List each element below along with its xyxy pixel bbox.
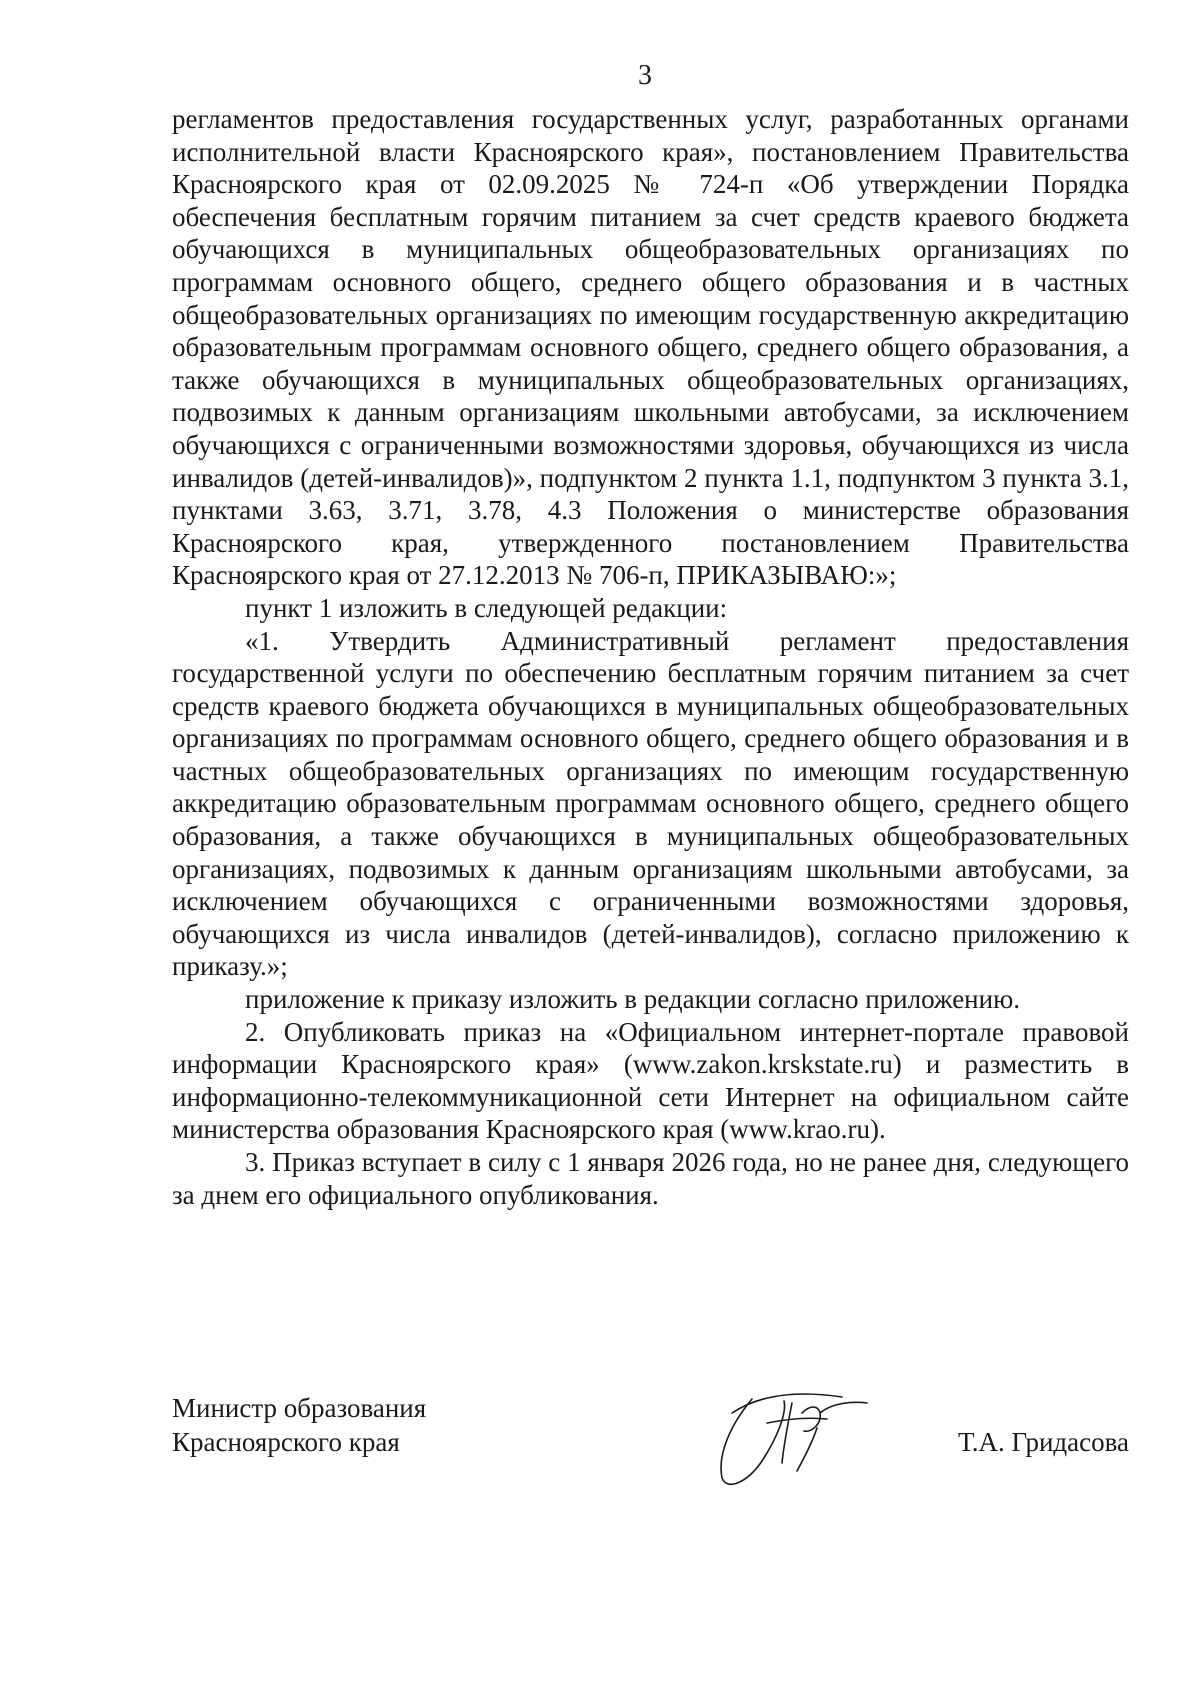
paragraph-item-2: 2. Опубликовать приказ на «Официальном интернет-портале правовой информации Красноярского края» (www.zakon.krskstate.ru) и разместить в информационно-телекоммуникационной сети Интернет на официальном сайте министерства образования Красноярского края (www.krao.ru). [172, 1016, 1129, 1145]
signer-position-line-1: Министр образования [172, 1393, 427, 1423]
paragraph-appendix-note: приложение к приказу изложить в редакции согласно приложению. [245, 984, 1020, 1015]
signer-position [172, 1391, 426, 1459]
paragraph-item-3: 3. Приказ вступает в силу с 1 января 2026 года, но не ранее дня, следующего за днем его официального опубликования. [172, 1147, 1129, 1210]
page-number: 3 [638, 60, 652, 91]
handwritten-signature-icon [692, 1383, 892, 1493]
signer-name: Т.А. Гридасова [958, 1427, 1129, 1457]
paragraph-item-1-text: «1. Утвердить Административный регламент предоставления государственной услуги по обеспечению бесплатным горячим питанием за счет средств краевого бюджета обучающихся в муниципальных общеобразовательных организациях по программам основного общего, среднего общего образования и в частных общеобразовательных организациях по имеющим государственную аккредитацию образовательным программам основного общего, среднего общего образования, а также обучающихся в муниципальных общеобразовательных организациях, подвозимых к данным организациям школьными автобусами, за исключением обучающихся с ограниченными возможностями здоровья, обучающихся из числа инвалидов (детей-инвалидов), согласно приложению к приказу.»; [172, 625, 1129, 982]
paragraph-continuation: регламентов предоставления государственных услуг, разработанных органами исполнительной власти Красноярского края», постановлением Правительства Красноярского края от 02.09.2025 № 724-п «Об утверждении Порядка обеспечения бесплатным горячим питанием за счет средств краевого бюджета обучающихся в муниципальных общеобразовательных организациях по программам основного общего, среднего общего образования и в частных общеобразовательных организациях по имеющим государственную аккредитацию образовательным программам основного общего, среднего общего образования, а также обучающихся в муниципальных общеобразовательных организациях, подвозимых к данным организациям школьными автобусами, за исключением обучающихся с ограниченными возможностями здоровья, обучающихся из числа инвалидов (детей-инвалидов)», подпунктом 2 пункта 1.1, подпунктом 3 пункта 3.1, пунктами 3.63, 3.71, 3.78, 4.3 Положения о министерстве образования Красноярского края, утвержденного постановлением Правительства Красноярского края от 27.12.2013 № 706-п, ПРИКАЗЫВАЮ:»; [172, 104, 1129, 591]
signature-block [172, 1391, 1129, 1501]
document-body [172, 103, 1129, 1211]
signer-position-line-2: Красноярского края [172, 1427, 400, 1457]
paragraph-amendment-intro: пункт 1 изложить в следующей редакции: [245, 592, 728, 623]
